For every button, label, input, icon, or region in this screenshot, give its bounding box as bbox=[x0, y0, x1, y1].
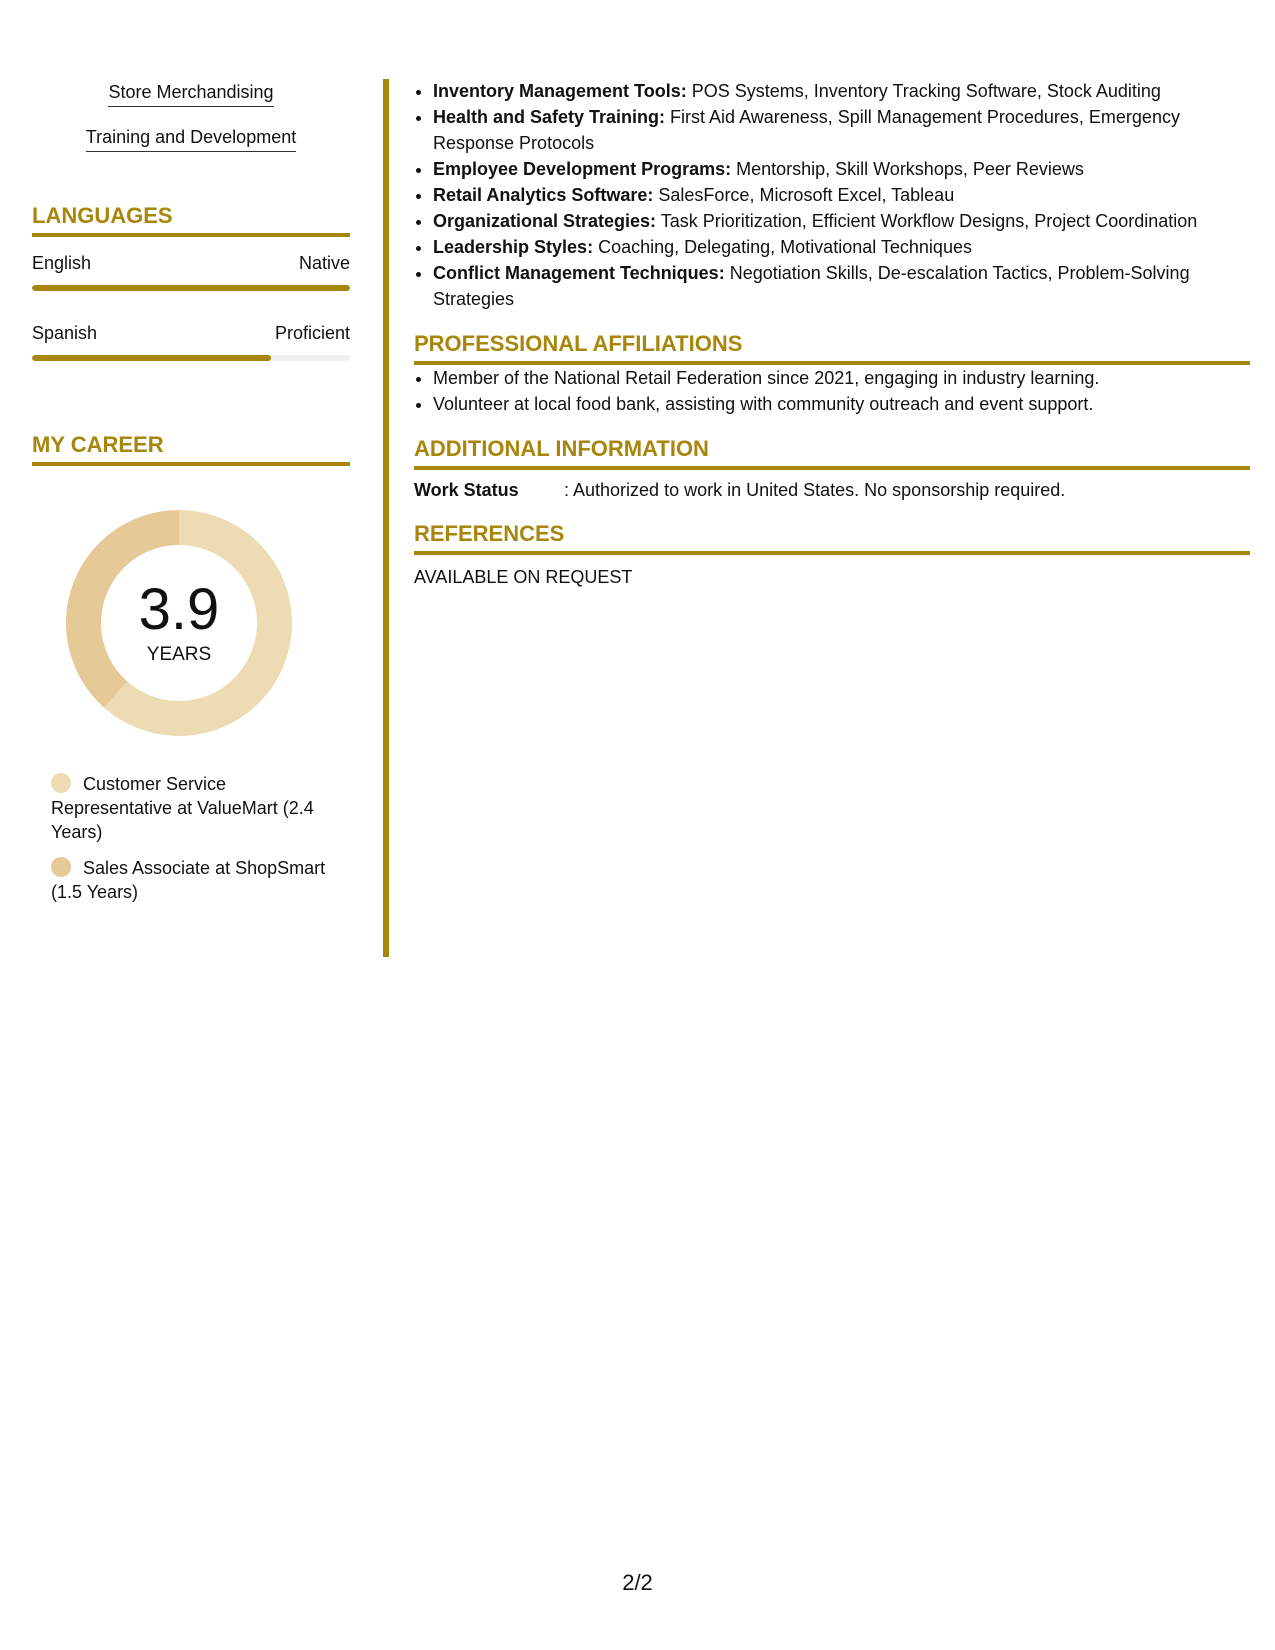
language-name: English bbox=[32, 253, 92, 273]
languages-heading: LANGUAGES bbox=[32, 202, 350, 237]
affiliation-item: • Member of the National Retail Federation since 2021, engaging in industry learning. bbox=[433, 365, 1250, 391]
skill-item: • Conflict Management Techniques: Negotiation Skills, De-escalation Tactics, Problem-Solving Strategies bbox=[433, 260, 1250, 312]
additional-info-heading: ADDITIONAL INFORMATION bbox=[414, 435, 1250, 470]
references-heading: REFERENCES bbox=[414, 520, 1250, 555]
career-legend-item: Sales Associate at ShopSmart (1.5 Years) bbox=[51, 858, 326, 902]
affiliations-heading: PROFESSIONAL AFFILIATIONS bbox=[414, 330, 1250, 365]
skill-tag: Store Merchandising bbox=[32, 80, 350, 107]
work-status-row bbox=[414, 478, 1250, 502]
references-text: AVAILABLE ON REQUEST bbox=[414, 567, 633, 587]
career-total-value: 3.9 bbox=[138, 577, 220, 642]
skill-item: • Leadership Styles: Coaching, Delegating, Motivational Techniques bbox=[433, 234, 1250, 260]
language-item bbox=[32, 251, 350, 291]
language-proficiency-fill bbox=[32, 285, 350, 291]
skill-item: • Retail Analytics Software: SalesForce, Microsoft Excel, Tableau bbox=[433, 182, 1250, 208]
language-name: Spanish bbox=[32, 323, 98, 343]
column-divider bbox=[383, 79, 389, 957]
work-status-label: Work Status bbox=[414, 480, 519, 500]
skill-item: • Organizational Strategies: Task Prioritization, Efficient Workflow Designs, Project Coordination bbox=[433, 208, 1250, 234]
skill-tag: Training and Development bbox=[32, 125, 350, 152]
main-content bbox=[414, 78, 1250, 589]
career-legend-item: Customer Service Representative at ValueMart (2.4 Years) bbox=[51, 774, 314, 842]
affiliation-item: • Volunteer at local food bank, assisting with community outreach and event support. bbox=[433, 391, 1250, 417]
language-level: Proficient bbox=[274, 323, 350, 343]
language-item bbox=[32, 321, 350, 361]
language-level: Native bbox=[298, 253, 350, 273]
career-legend bbox=[32, 772, 341, 904]
work-status-value: : Authorized to work in United States. No sponsorship required. bbox=[564, 480, 1066, 500]
skill-item: • Inventory Management Tools: POS Systems, Inventory Tracking Software, Stock Auditing bbox=[433, 78, 1250, 104]
career-donut-chart bbox=[66, 510, 292, 736]
language-proficiency-bar bbox=[32, 285, 350, 291]
career-heading: MY CAREER bbox=[32, 431, 350, 466]
language-proficiency-fill bbox=[32, 355, 271, 361]
page-number: 2/2 bbox=[622, 1570, 653, 1595]
skills-list bbox=[414, 78, 1250, 312]
skill-item: • Health and Safety Training: First Aid Awareness, Spill Management Procedures, Emergency Response Protocols bbox=[433, 104, 1250, 156]
sidebar bbox=[32, 80, 350, 916]
legend-dot-icon bbox=[51, 857, 71, 877]
affiliations-list bbox=[414, 365, 1250, 417]
language-proficiency-bar bbox=[32, 355, 350, 361]
legend-dot-icon bbox=[51, 773, 71, 793]
skill-item: • Employee Development Programs: Mentorship, Skill Workshops, Peer Reviews bbox=[433, 156, 1250, 182]
career-total-unit: YEARS bbox=[146, 644, 212, 665]
